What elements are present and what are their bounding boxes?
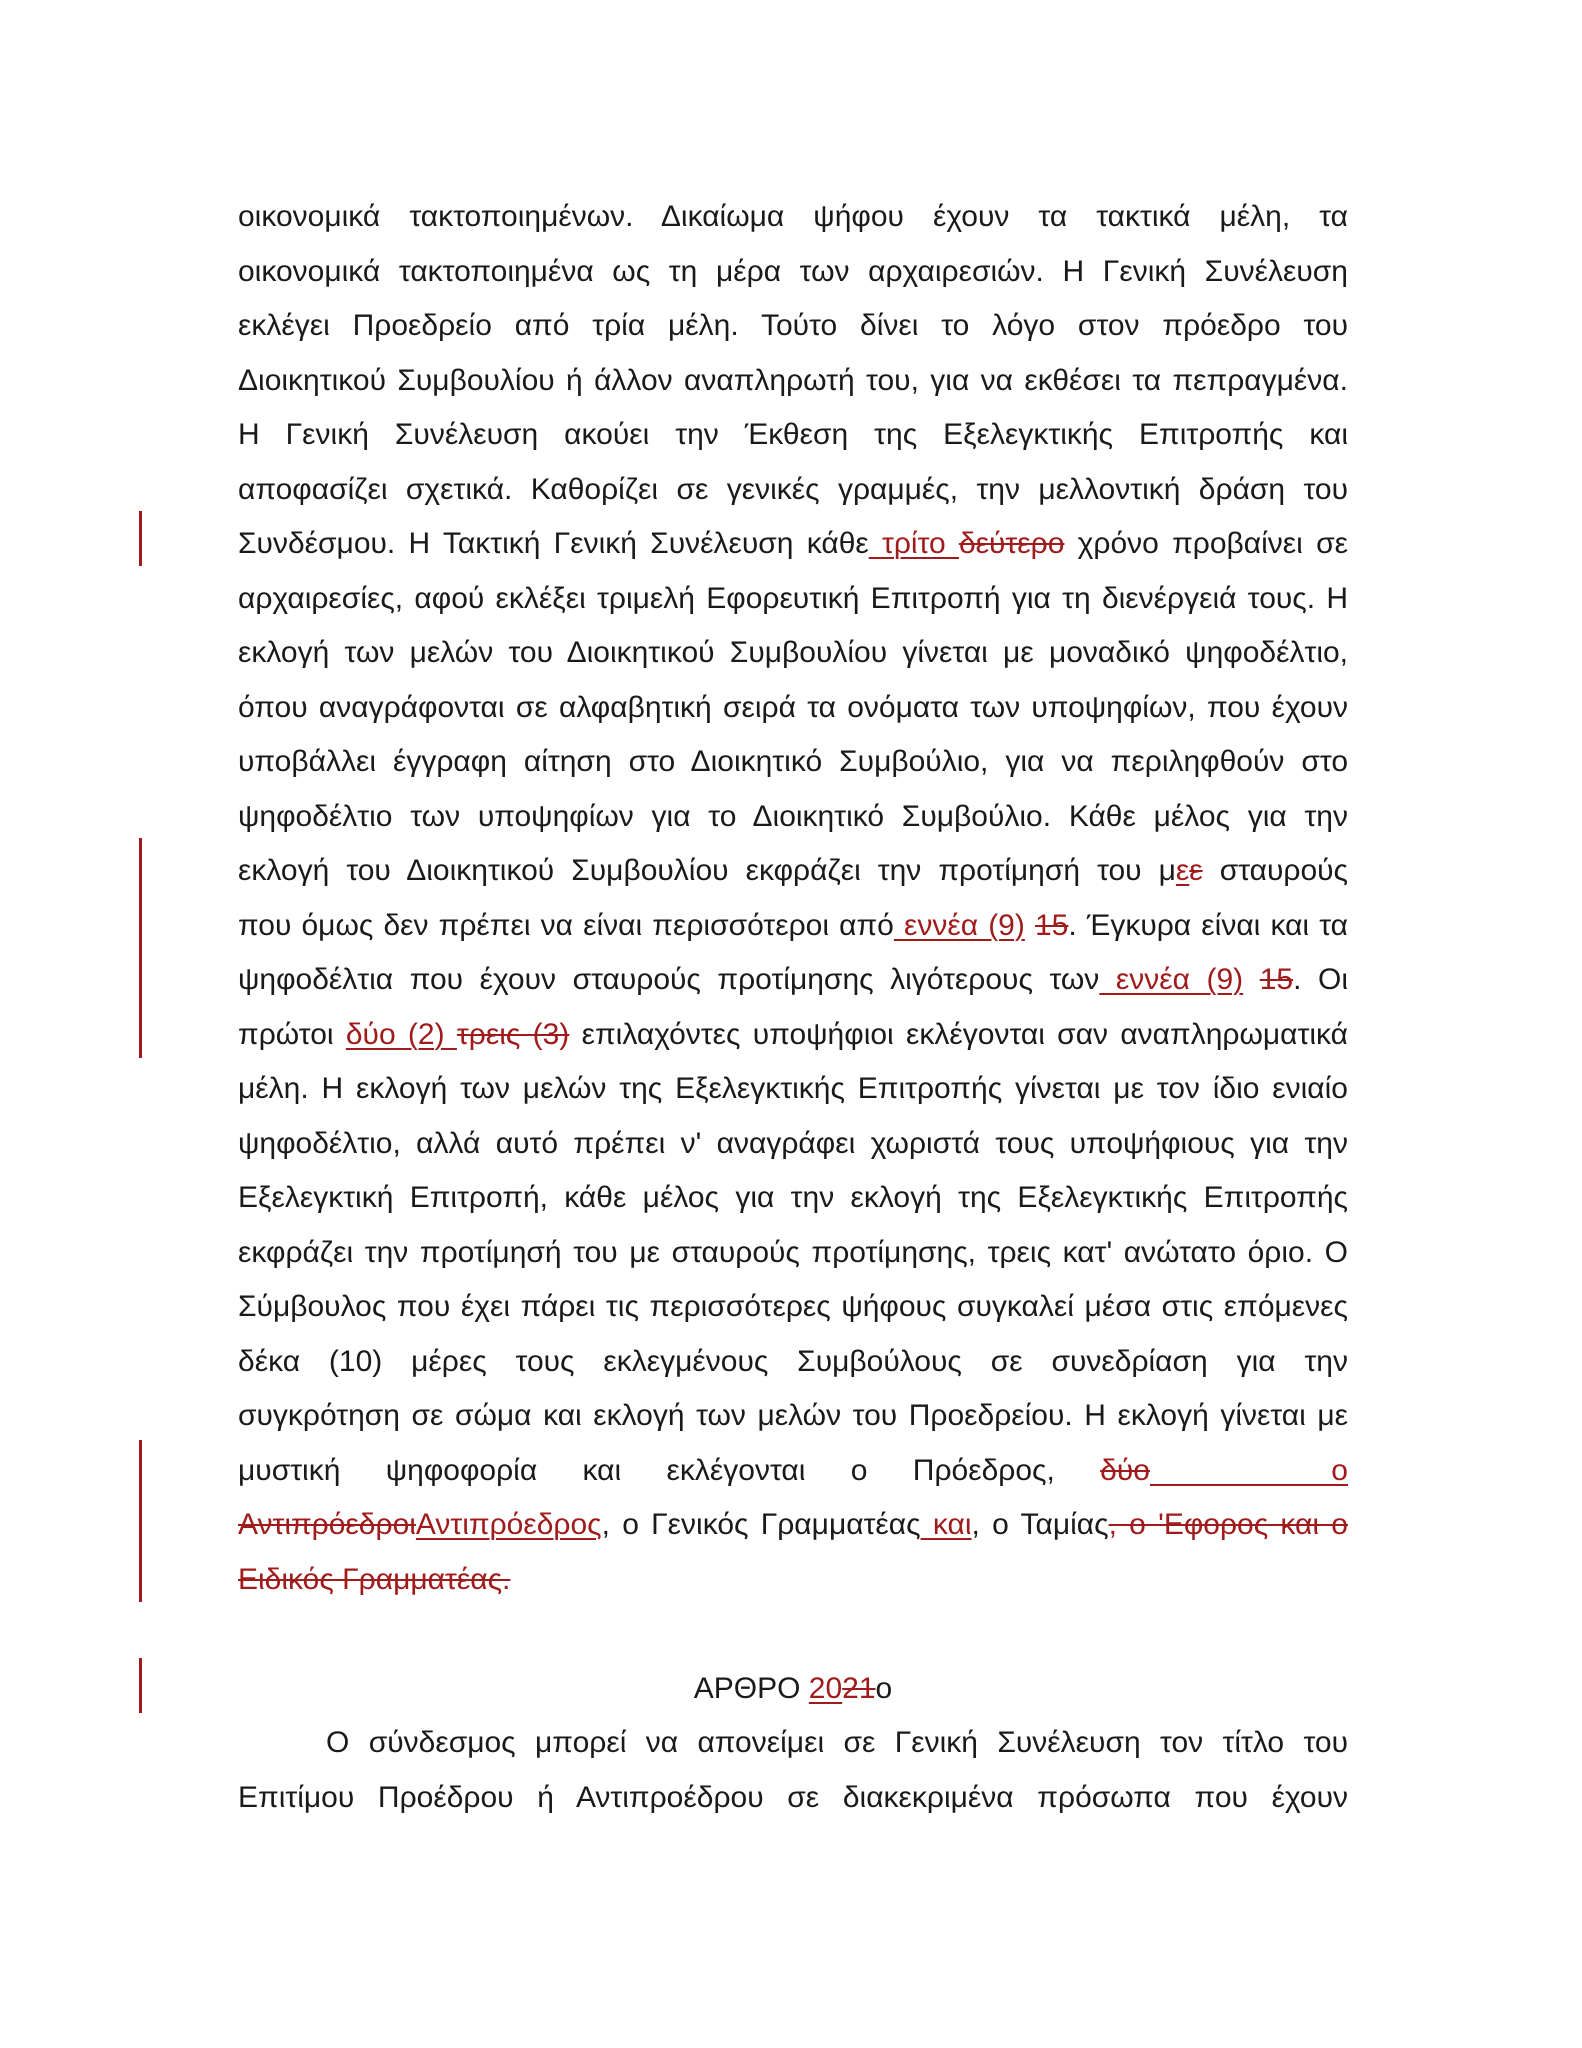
inserted-text: 20 [808,1671,843,1705]
text-line: υποβάλλει έγγραφη αίτηση στο Διοικητικό Συμβούλιο, για να περιληφθούν στο [238,745,1348,778]
inserted-text: Αντιπρόεδρος [415,1508,602,1541]
inserted-text: ο [1149,1453,1348,1487]
document-body [238,190,1348,1825]
change-bar [139,838,142,1058]
text-line: Σύμβουλος που έχει πάρει τις περισσότερες ψήφους συγκαλεί μέσα στις επόμενες [238,1290,1348,1323]
text-line-revised: που όμως δεν πρέπει να είναι περισσότεροι από εννέα (9) 15. Έγκυρα είναι και τα [238,908,1348,942]
text-line-revised: ψηφοδέλτια που έχουν σταυρούς προτίμησης λιγότερους των εννέα (9) 15. Οι [238,963,1348,996]
deleted-text: δύο [1100,1453,1150,1487]
inserted-text: τρίτο [868,527,959,560]
text-line: Επιτίμου Προέδρου ή Αντιπροέδρου σε διακεκριμένα πρόσωπα που έχουν [238,1780,1348,1814]
deleted-text: δεύτερο [958,527,1065,560]
change-bar [139,1658,142,1713]
text-line: Η Γενική Συνέλευση ακούει την Έκθεση της Εξελεγκτικής Επιτροπής και [238,418,1348,451]
article-heading: ΑΡΘΡΟ 2021ο [693,1671,893,1705]
inserted-text: δύο (2) [345,1017,457,1051]
text-line: οικονομικά τακτοποιημένων. Δικαίωμα ψήφου έχουν τα τακτικά μέλη, τα [238,200,1348,233]
text-line-revised: Συνδέσμου. Η Τακτική Γενική Συνέλευση κάθε τρίτο δεύτερο χρόνο προβαίνει σε [238,527,1348,560]
text-line: εκλογή των μελών του Διοικητικού Συμβουλίου γίνεται με μοναδικό ψηφοδέλτιο, [238,636,1348,669]
deleted-text: Ειδικός Γραμματέας. [238,1562,511,1596]
text-line-revised: ΑντιπρόεδροιΑντιπρόεδρος, ο Γενικός Γραμματέας και, ο Ταμίας, ο 'Εφορος και ο [238,1508,1348,1541]
text-line: εκλέγει Προεδρείο από τρία μέλη. Τούτο δίνει το λόγο στον πρόεδρο του [238,309,1348,342]
deleted-text: ε [1189,854,1203,887]
inserted-text: και [920,1508,972,1541]
text-line-revised: μυστική ψηφοφορία και εκλέγονται ο Πρόεδρος, δύο ο [238,1453,1348,1487]
text-line-revised: εκλογή του Διοικητικού Συμβουλίου εκφράζει την προτίμησή του μεε σταυρούς [238,854,1348,887]
text-line: οικονομικά τακτοποιημένα ως τη μέρα των αρχαιρεσιών. Η Γενική Συνέλευση [238,254,1348,288]
text-line: ψηφοδέλτιο, αλλά αυτό πρέπει ν' αναγράφει χωριστά τους υποψήφιους για την [238,1126,1348,1160]
spacer [238,1607,1348,1662]
text-line-revised [238,1553,1348,1608]
text-line-revised: πρώτοι δύο (2) τρεις (3) επιλαχόντες υποψήφιοι εκλέγονται σαν αναπληρωματικά [238,1017,1349,1051]
inserted-text: ε [1175,854,1190,887]
text-line: εκφράζει την προτίμησή του με σταυρούς προτίμησης, τρεις κατ' ανώτατο όριο. Ο [238,1235,1348,1269]
inserted-text: εννέα (9) [893,908,1025,942]
text-line: ψηφοδέλτιο των υποψηφίων για το Διοικητικό Συμβούλιο. Κάθε μέλος για την [238,799,1348,833]
change-bar [139,511,142,566]
text-line: αρχαιρεσίες, αφού εκλέξει τριμελή Εφορευτική Επιτροπή για τη διενέργειά τους. Η [238,581,1348,615]
deleted-text: , ο 'Εφορος και ο [1108,1508,1348,1541]
deleted-text: 15 [1259,963,1294,996]
deleted-text: Αντιπρόεδροι [238,1508,416,1541]
text-line: συγκρότηση σε σώμα και εκλογή των μελών του Προεδρείου. Η εκλογή γίνεται με [238,1399,1348,1432]
change-bar [139,1440,142,1602]
text-line: Εξελεγκτική Επιτροπή, κάθε μέλος για την εκλογή της Εξελεγκτικής Επιτροπής [238,1181,1348,1214]
text-line: όπου αναγράφονται σε αλφαβητική σειρά τα ονόματα των υποψηφίων, που έχουν [238,690,1348,724]
deleted-text: 21 [842,1671,876,1705]
text-line: Διοικητικού Συμβουλίου ή άλλον αναπληρωτή του, για να εκθέσει τα πεπραγμένα. [238,363,1348,397]
deleted-text: τρεις (3) [456,1017,570,1051]
text-line: Ο σύνδεσμος μπορεί να απονείμει σε Γενική Συνέλευση τον τίτλο του [326,1726,1348,1759]
text-line: αποφασίζει σχετικά. Καθορίζει σε γενικές γραμμές, την μελλοντική δράση του [238,472,1348,506]
text-line: μέλη. Η εκλογή των μελών της Εξελεγκτικής Επιτροπής γίνεται με τον ίδιο ενιαίο [238,1072,1348,1105]
text-line: δέκα (10) μέρες τους εκλεγμένους Συμβούλους σε συνεδρίαση για την [238,1344,1348,1378]
inserted-text: εννέα (9) [1099,963,1244,996]
deleted-text: 15 [1034,908,1069,942]
